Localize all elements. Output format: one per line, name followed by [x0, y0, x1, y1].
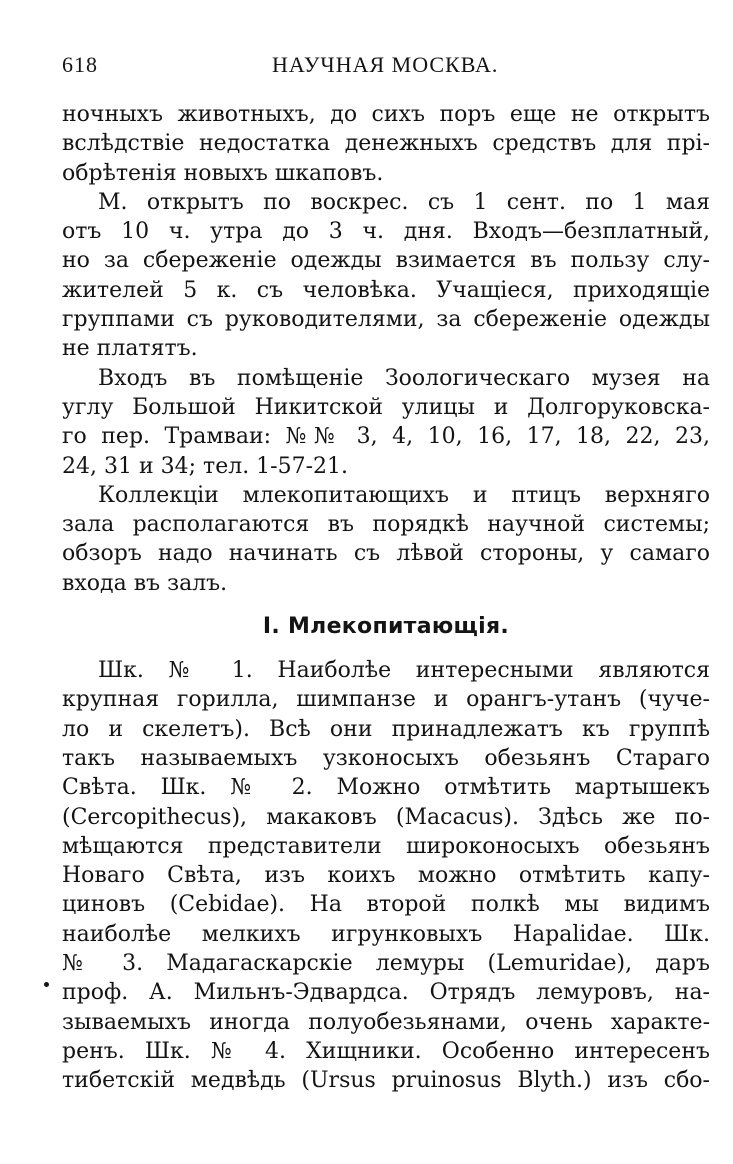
text-line: ренъ. Шк. № 4. Хищники. Особенно интересенъ [62, 1038, 710, 1064]
text-line: № 3. Мадагаскарскіе лемуры (Lemuridae), даръ [62, 951, 710, 977]
text-line: Новаго Свѣта, изъ коихъ можно отмѣтить капу- [62, 863, 710, 889]
paragraph-2 [62, 188, 710, 364]
text-line: крупная горилла, шимпанзе и орангъ-утанъ (чуче- [62, 687, 710, 713]
text-line: ночныхъ животныхъ, до сихъ поръ еще не открытъ [62, 102, 710, 127]
text-line: жителей 5 к. съ человѣка. Учащіеся, приходящіе [62, 277, 710, 303]
text-line: мѣщаются представители широконосыхъ обезьянъ [62, 833, 710, 859]
text-line: отъ 10 ч. утра до 3 ч. дня. Входъ—безплатный, [62, 219, 710, 245]
text-line: входа въ залъ. [62, 570, 228, 596]
text-line: ло и скелетъ). Всѣ они принадлежатъ къ группѣ [62, 716, 710, 742]
text-line: углу Большой Никитской улицы и Долгоруковска- [62, 394, 710, 420]
page-number: 618 [62, 52, 98, 77]
text-line: обрѣтенія новыхъ шкаповъ. [62, 160, 384, 186]
running-title: НАУЧНАЯ МОСКВА. [272, 52, 499, 77]
text-line: Свѣта. Шк. № 2. Можно отмѣтить мартышекъ [62, 775, 710, 801]
text-line: циновъ (Cebidae). На второй полкѣ мы видимъ [62, 892, 710, 918]
text-line: наиболѣе мелкихъ игрунковыхъ Hapalidae. Шк. [62, 921, 710, 947]
section-paragraph [62, 656, 710, 1095]
text-line: зываемыхъ иногда полуобезьянами, очень характе- [62, 1009, 710, 1035]
text-line: не платятъ. [62, 336, 198, 362]
paragraph-3 [62, 364, 710, 481]
text-line: М. открытъ по воскрес. съ 1 сент. по 1 мая [98, 189, 710, 215]
paragraph-4 [62, 481, 710, 598]
margin-dot [44, 982, 49, 987]
running-head [62, 52, 693, 86]
body-text [62, 100, 710, 1096]
text-line: Коллекціи млекопитающихъ и птицъ верхняго [98, 482, 710, 508]
text-line: проф. А. Мильнъ-Эдвардса. Отрядъ лемуровъ, на- [62, 980, 710, 1006]
text-line: но за сбереженіе одежды взимается въ пользу слу- [62, 248, 710, 274]
text-line: зала располагаются въ порядкѣ научной системы; [62, 512, 710, 538]
section-heading: I. Млекопитающія. [262, 614, 510, 640]
text-line: обзоръ надо начинать съ лѣвой стороны, у самаго [62, 541, 710, 567]
text-line: 24, 31 и 34; тел. 1-57-21. [62, 453, 349, 479]
paragraph-1 [62, 100, 710, 188]
text-line: тибетскій медвѣдь (Ursus pruinosus Blyth.) изъ сбо- [62, 1068, 710, 1094]
text-line: такъ называемыхъ узконосыхъ обезьянъ Стараго [62, 745, 710, 771]
text-line: Шк. № 1. Наиболѣе интересными являются [98, 658, 710, 684]
text-line: го пер. Трамваи: №№ 3, 4, 10, 16, 17, 18, 22, 23, [62, 424, 710, 450]
text-line: вслѣдствіе недостатка денежныхъ средствъ для прі- [62, 131, 710, 157]
text-line: (Cercopithecus), макаковъ (Macacus). Здѣсь же по- [62, 804, 710, 830]
text-line: группами съ руководителями, за сбереженіе одежды [62, 307, 710, 333]
text-line: Входъ въ помѣщеніе Зоологическаго музея на [98, 365, 710, 391]
